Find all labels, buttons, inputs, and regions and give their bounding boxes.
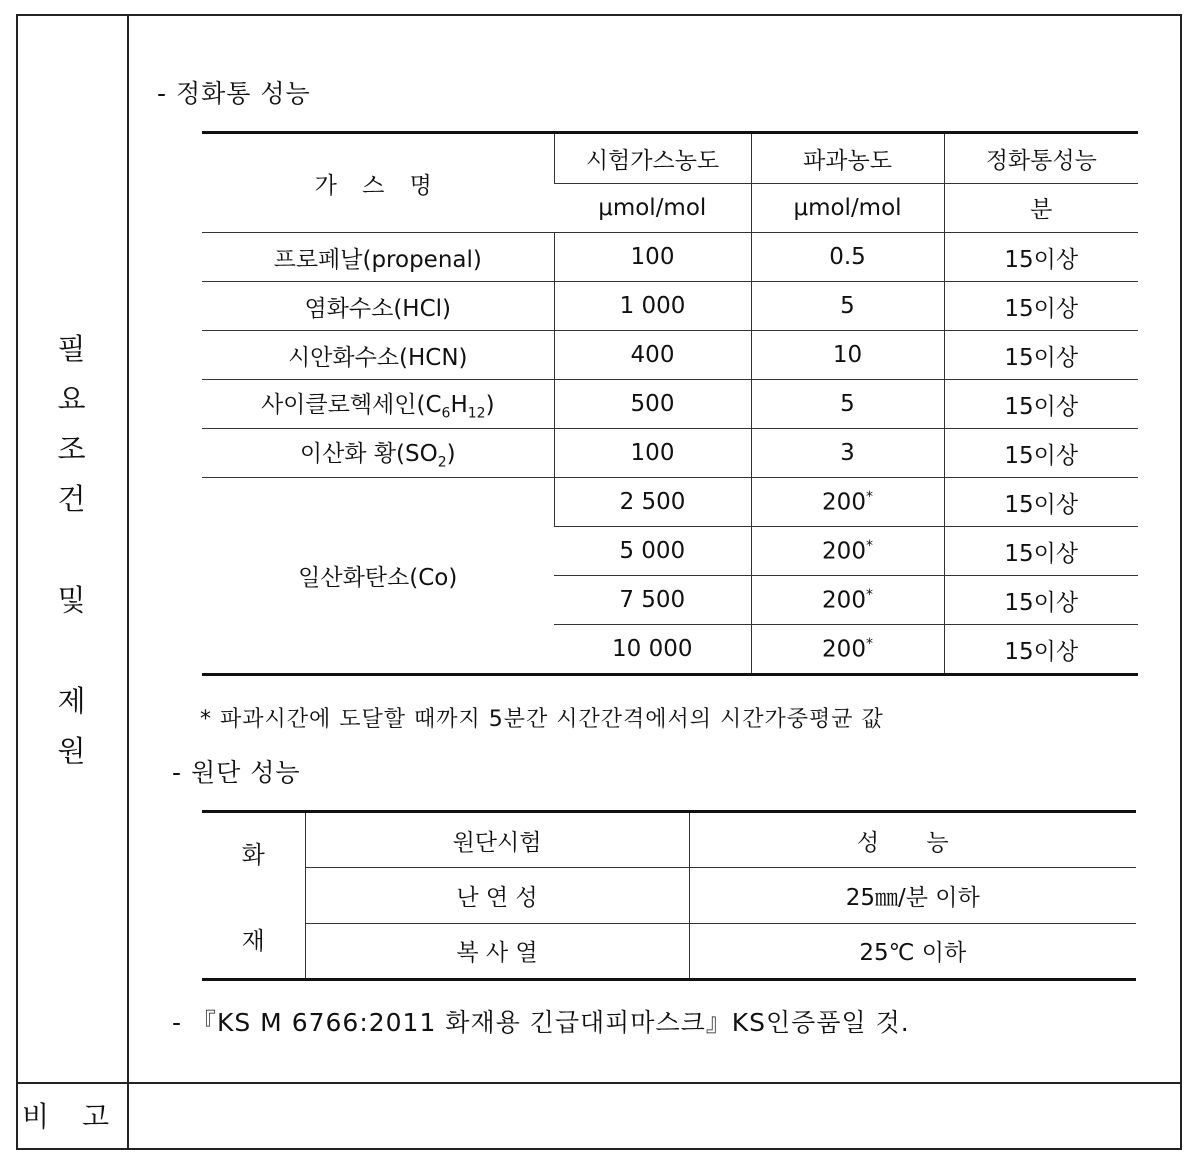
breakthrough-value: 200 bbox=[822, 587, 866, 614]
table-row bbox=[202, 331, 1138, 380]
gas-name bbox=[202, 429, 554, 478]
gas-name bbox=[202, 380, 554, 429]
footnote: * 파과시간에 도달할 때까지 5분간 시간간격에서의 시간가중평균 값 bbox=[200, 707, 884, 732]
fire-side-label bbox=[202, 812, 305, 980]
table-row bbox=[202, 868, 1136, 923]
canister-performance: 15이상 bbox=[944, 429, 1138, 478]
canister-performance: 15이상 bbox=[944, 527, 1138, 576]
fire-char-bottom: 재 bbox=[241, 927, 265, 955]
unit-cell: 분 bbox=[944, 183, 1138, 233]
ks-certification-note: - 『KS M 6766:2011 화재용 긴급대피마스크』KS인증품일 것. bbox=[172, 1008, 910, 1037]
fabric-test-value: 25℃ 이하 bbox=[689, 923, 1136, 979]
breakthrough-value: 200 bbox=[822, 538, 866, 565]
test-concentration: 400 bbox=[554, 331, 751, 380]
gas-name-header: 가 스 명 bbox=[202, 133, 554, 233]
gas-name-prefix: 사이클로헥세인(C bbox=[260, 392, 442, 419]
subscript: 6 bbox=[441, 405, 451, 422]
footnote-mark: * bbox=[865, 635, 873, 652]
test-concentration: 2 500 bbox=[554, 478, 751, 527]
side-char: 요 bbox=[57, 382, 86, 416]
fabric-heading: - 원단 성능 bbox=[172, 758, 301, 787]
table-row bbox=[202, 478, 1138, 527]
test-concentration-header: 시험가스농도 bbox=[554, 133, 751, 184]
side-char: 필 bbox=[57, 332, 86, 366]
canister-performance: 15이상 bbox=[944, 380, 1138, 429]
subscript: 2 bbox=[437, 454, 447, 471]
canister-performance: 15이상 bbox=[944, 478, 1138, 527]
performance-header: 정화통성능 bbox=[944, 133, 1138, 184]
breakthrough-concentration bbox=[751, 625, 944, 675]
table-row bbox=[202, 429, 1138, 478]
breakthrough-concentration: 10 bbox=[751, 331, 944, 380]
breakthrough-concentration: 0.5 bbox=[751, 233, 944, 282]
gas-name-mid: H bbox=[450, 392, 468, 419]
fabric-test-name: 복 사 열 bbox=[305, 923, 689, 979]
gas-name-suffix: ) bbox=[485, 392, 495, 419]
remarks-label: 비 고 bbox=[22, 1100, 121, 1133]
test-concentration: 7 500 bbox=[554, 576, 751, 625]
fabric-test-name: 난 연 성 bbox=[305, 868, 689, 923]
table-row bbox=[202, 233, 1138, 282]
side-char: 원 bbox=[57, 734, 86, 768]
footnote-mark: * bbox=[865, 488, 873, 505]
canister-heading: - 정화통 성능 bbox=[157, 79, 311, 108]
column-divider bbox=[127, 14, 129, 1150]
breakthrough-concentration: 5 bbox=[751, 282, 944, 331]
row-divider bbox=[16, 1082, 1182, 1084]
canister-performance-table bbox=[202, 131, 1138, 676]
side-char: 조 bbox=[57, 432, 86, 466]
test-concentration: 100 bbox=[554, 233, 751, 282]
gas-name: 시안화수소(HCN) bbox=[202, 331, 554, 380]
fabric-performance-table bbox=[202, 810, 1136, 981]
breakthrough-header: 파과농도 bbox=[751, 133, 944, 184]
fire-char-top: 화 bbox=[241, 841, 265, 869]
side-char: 및 bbox=[57, 583, 86, 617]
test-concentration: 1 000 bbox=[554, 282, 751, 331]
breakthrough-value: 200 bbox=[822, 636, 866, 663]
side-char: 제 bbox=[57, 684, 86, 718]
breakthrough-value: 200 bbox=[822, 489, 866, 516]
canister-performance: 15이상 bbox=[944, 331, 1138, 380]
table-row bbox=[202, 923, 1136, 979]
test-concentration: 500 bbox=[554, 380, 751, 429]
gas-name: 염화수소(HCl) bbox=[202, 282, 554, 331]
table-row bbox=[202, 282, 1138, 331]
subscript: 12 bbox=[467, 405, 486, 422]
gas-name-prefix: 이산화 황(SO bbox=[299, 441, 438, 468]
fabric-test-value: 25㎜/분 이하 bbox=[689, 868, 1136, 923]
test-concentration: 100 bbox=[554, 429, 751, 478]
footnote-mark: * bbox=[865, 586, 873, 603]
gas-name-suffix: ) bbox=[446, 441, 456, 468]
side-char: 건 bbox=[57, 482, 86, 516]
breakthrough-concentration bbox=[751, 576, 944, 625]
gas-name: 일산화탄소(Co) bbox=[202, 478, 554, 675]
test-concentration: 5 000 bbox=[554, 527, 751, 576]
breakthrough-concentration bbox=[751, 478, 944, 527]
canister-performance: 15이상 bbox=[944, 233, 1138, 282]
canister-performance: 15이상 bbox=[944, 576, 1138, 625]
breakthrough-concentration bbox=[751, 527, 944, 576]
fabric-performance-header: 성 능 bbox=[689, 812, 1136, 868]
unit-cell: μmol/mol bbox=[554, 183, 751, 233]
footnote-mark: * bbox=[865, 537, 873, 554]
unit-cell: μmol/mol bbox=[751, 183, 944, 233]
breakthrough-concentration: 3 bbox=[751, 429, 944, 478]
breakthrough-concentration: 5 bbox=[751, 380, 944, 429]
gas-name: 프로페날(propenal) bbox=[202, 233, 554, 282]
table-row bbox=[202, 380, 1138, 429]
fabric-test-header: 원단시험 bbox=[305, 812, 689, 868]
canister-performance: 15이상 bbox=[944, 625, 1138, 675]
canister-performance: 15이상 bbox=[944, 282, 1138, 331]
test-concentration: 10 000 bbox=[554, 625, 751, 675]
